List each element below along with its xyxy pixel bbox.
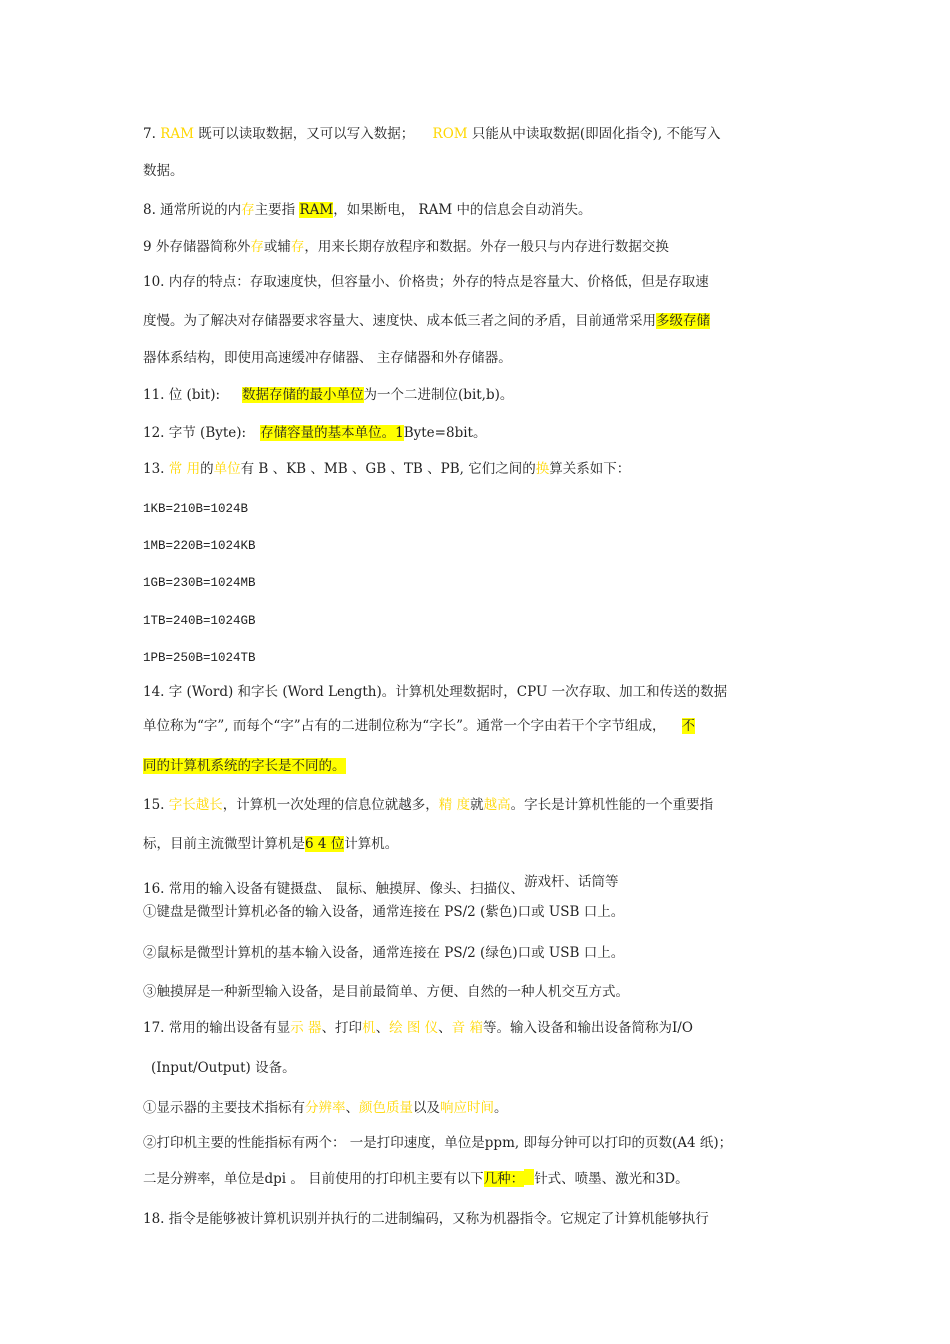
unit-conversion-mb: 1MB=220B=1024KB xyxy=(143,539,256,553)
paragraph-17-display: ①显示器的主要技术指标有分辨率、颜色质量以及响应时间。 xyxy=(143,1100,508,1116)
paragraph-16-keyboard: ①键盘是微型计算机必备的输入设备，通常连接在 PS/2 (紫色)口或 USB 口上。 xyxy=(143,904,625,920)
paragraph-10: 10. 内存的特点：存取速度快，但容量小、价格贵；外存的特点是容量大、价格低，但是存取速 xyxy=(143,274,709,290)
paragraph-10-cont2: 器体系结构，即使用高速缓冲存储器、 主存储器和外存储器。 xyxy=(143,350,512,366)
paragraph-15-cont: 标，目前主流微型计算机是6 4 位计算机。 xyxy=(143,836,399,852)
paragraph-14-cont2: 同的计算机系统的字长是不同的。 xyxy=(143,758,346,774)
paragraph-8: 8. 通常所说的内存主要指 RAM，如果断电， RAM 中的信息会自动消失。 xyxy=(143,202,592,218)
paragraph-15: 15. 字长越长，计算机一次处理的信息位就越多，精 度就越高。字长是计算机性能的一个重要指 xyxy=(143,797,714,813)
unit-conversion-gb: 1GB=230B=1024MB xyxy=(143,576,256,590)
paragraph-16-mouse: ②鼠标是微型计算机的基本输入设备，通常连接在 PS/2 (绿色)口或 USB 口上。 xyxy=(143,945,625,961)
paragraph-17: 17. 常用的输出设备有显示 器、打印机、绘 图 仪、音 箱等。输入设备和输出设备简称为I/O xyxy=(143,1020,693,1036)
paragraph-14-cont: 单位称为“字”, 而每个“字”占有的二进制位称为“字长”。通常一个字由若干个字节组成， 不 xyxy=(143,718,695,734)
paragraph-7-cont: 数据。 xyxy=(143,163,184,179)
unit-conversion-kb: 1KB=210B=1024B xyxy=(143,502,249,516)
paragraph-12: 12. 字节 (Byte): 存储容量的基本单位。1Byte=8bit。 xyxy=(143,425,487,441)
paragraph-7: 7. RAM 既可以读取数据，又可以写入数据； ROM 只能从中读取数据(即固化指令), 不能写入 xyxy=(143,126,721,142)
paragraph-18: 18. 指令是能够被计算机识别并执行的二进制编码，又称为机器指令。它规定了计算机能够执行 xyxy=(143,1211,709,1227)
paragraph-16-touchscreen: ③触摸屏是一种新型输入设备，是目前最简单、方便、自然的一种人机交互方式。 xyxy=(143,984,629,1000)
paragraph-9: 9 外存储器简称外存或辅存，用来长期存放程序和数据。外存一般只与内存进行数据交换 xyxy=(143,239,669,255)
unit-conversion-pb: 1PB=250B=1024TB xyxy=(143,651,256,665)
paragraph-17-cont: (Input/Output) 设备。 xyxy=(151,1060,296,1076)
unit-conversion-tb: 1TB=240B=1024GB xyxy=(143,614,256,628)
paragraph-17-printer: ②打印机主要的性能指标有两个： 一是打印速度，单位是ppm, 即每分钟可以打印的页数(A4 纸)； xyxy=(143,1135,733,1151)
paragraph-17-printer-cont: 二是分辨率，单位是dpi 。 目前使用的打印机主要有以下几种： 针式、喷墨、激光和3D。 xyxy=(143,1171,689,1187)
paragraph-16: 16. 常用的输入设备有键摄盘、 鼠标、触摸屏、像头、扫描仪、游戏杆、话筒等 xyxy=(143,874,619,897)
paragraph-10-cont: 度慢。为了解决对存储器要求容量大、速度快、成本低三者之间的矛盾，目前通常采用多级存储 xyxy=(143,313,710,329)
paragraph-11: 11. 位 (bit): 数据存储的最小单位为一个二进制位(bit,b)。 xyxy=(143,387,514,403)
paragraph-14: 14. 字 (Word) 和字长 (Word Length)。计算机处理数据时，CPU 一次存取、加工和传送的数据 xyxy=(143,684,728,700)
paragraph-13: 13. 常 用的单位有 B 、KB 、MB 、GB 、TB 、PB, 它们之间的换算关系如下： xyxy=(143,461,631,477)
